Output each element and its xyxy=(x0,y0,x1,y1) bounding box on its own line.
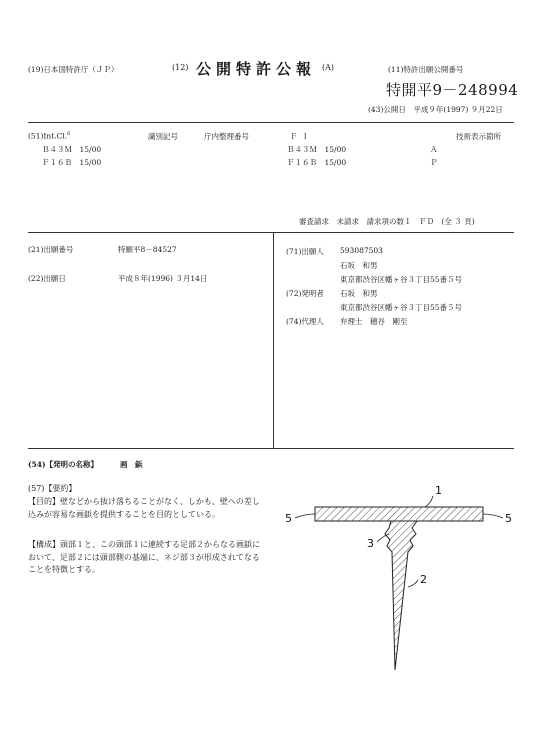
thumbtack-figure xyxy=(275,470,525,680)
int-cl-header: (51)Int.Cl.$^6$ xyxy=(28,131,71,141)
divider-middle xyxy=(28,232,514,233)
application-number-label: (21)出願番号 xyxy=(28,245,74,254)
divider-top xyxy=(28,122,514,123)
fi-header: ＦＩ xyxy=(290,132,313,141)
label-screw: 3 xyxy=(367,537,374,550)
pub-date: (43)公開日 平成９年(1997) ９月22日 xyxy=(368,105,503,114)
abstract-constitution: 【構成】頭部１と、この頭部１に連続する足部２からなる画鋲において、足部２には頭部側の基端に、ネジ部３が形成されてなることを特徴とする。 xyxy=(28,540,260,574)
abstract-purpose: 【目的】壁などから抜け落ちることがなく、しかも、壁への差し込みが容易な画鋲を提供することを目的としている。 xyxy=(28,497,260,519)
doc-type-code: (12) xyxy=(172,63,189,72)
tech-row-1: Ａ xyxy=(430,145,438,154)
label-head: 1 xyxy=(435,484,442,497)
tech-row-2: Ｐ xyxy=(430,158,438,167)
office-ref-header: 庁内整理番号 xyxy=(204,132,249,141)
agent-name: 弁理士 穂谷 剛至 xyxy=(340,317,408,326)
label-end-left: 5 xyxy=(285,512,292,525)
invention-title: 画 鋲 xyxy=(120,460,143,469)
fi-code-row-2: Ｆ１６Ｂ 15/00 xyxy=(287,158,347,167)
label-end-right: 5 xyxy=(505,512,512,525)
doc-type-title: 公開特許公報 xyxy=(196,60,317,78)
tech-display-header: 技術表示箇所 xyxy=(456,132,501,141)
application-number: 特願平8－84527 xyxy=(118,245,177,254)
applicant-address: 東京都渋谷区幡ヶ谷３丁目55番５号 xyxy=(340,275,463,284)
doc-kind: (A) xyxy=(322,63,335,72)
inventor-label: (72)発明者 xyxy=(286,289,324,298)
inventor-name: 石坂 和男 xyxy=(340,289,378,298)
class-code-row-2: Ｆ１６Ｂ 15/00 xyxy=(42,158,102,167)
fi-code-row-1: Ｂ４３Ｍ 15/00 xyxy=(287,145,347,154)
applicant-name: 石坂 和男 xyxy=(340,261,378,270)
application-date-label: (22)出願日 xyxy=(28,274,66,283)
thumbtack-leg xyxy=(385,521,417,670)
symbol-header: 識別記号 xyxy=(148,132,178,141)
applicant-id: 593087503 xyxy=(340,246,383,255)
applicant-label: (71)出願人 xyxy=(286,247,324,256)
agent-label: (74)代理人 xyxy=(286,317,324,326)
invention-title-label: (54)【発明の名称】 xyxy=(28,460,99,469)
pub-number-label: (11)特許出願公開番号 xyxy=(388,65,464,74)
divider-bottom xyxy=(28,448,514,449)
thumbtack-head xyxy=(315,507,483,521)
exam-status: 審査請求 未請求 請求項の数１ ＦＤ (全 ３ 頁) xyxy=(299,217,475,226)
column-divider xyxy=(273,232,274,448)
abstract-heading: (57)【要約】 xyxy=(28,484,77,493)
inventor-address: 東京都渋谷区幡ヶ谷３丁目55番５号 xyxy=(340,303,463,312)
pub-number: 特開平9－248994 xyxy=(386,81,519,99)
class-code-row-1: Ｂ４３Ｍ 15/00 xyxy=(42,145,102,154)
application-date: 平成８年(1996) ３月14日 xyxy=(118,274,208,283)
label-leg: 2 xyxy=(420,573,427,586)
issuer: (19)日本国特許庁（ＪＰ） xyxy=(28,65,119,74)
